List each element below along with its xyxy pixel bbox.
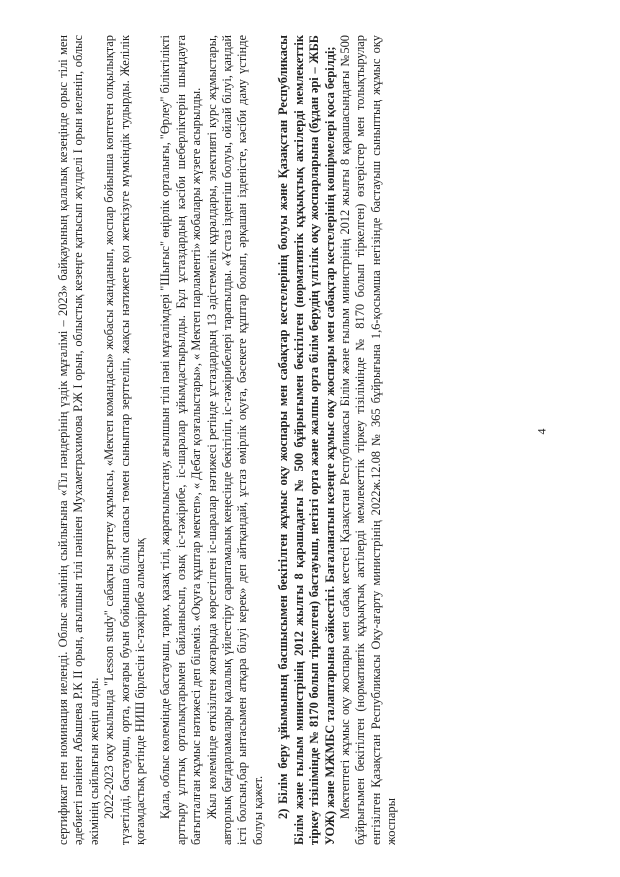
paragraph-awards: сертификат пен номинация иеленді. Облыс әкімінің сыйлығына «Тіл пәндерінің үздік мұғалімі – 2023» байқауының қалалық кезеңінде орыс тілі мен әдебиеті пәнінен Абышева Р.К ІІ орын, ағылшын тілі пәнінен Мухаметрахимова Р.Ж І орын, облыстық кезеңге қатысып жүлделі І орын иеленіп, облыс әкімінің сыйлығын жеңіп алды. bbox=[56, 35, 101, 845]
paragraph-lesson-study: 2022-2023 оқу жылында "Lesson study" сабақты зерттеу жұмысы, «Мектеп командасы» жобасы жанданып, жоспар бойынша көптеген олқылықтар түзетілді, бастауыш, орта, жоғары буын бойынша білім сапасы төмен сыныптар зерттеліп, жақсы нәтижеге қол жеткізуге мүмкіндік тудырды. Желілік қоғамдастық ретінде НИШ бірлесін іс-тәжірибе алмастық bbox=[102, 35, 148, 845]
page-number: 4 bbox=[534, 428, 549, 435]
paragraph-gap bbox=[148, 35, 158, 845]
paragraph-methodical-results: Жыл көлемінде өткізілген жоғарыда көрсетілген іс-шаралар нәтижесі ретінде ұстаздардың 13 әдістемелік құралдары, элективті курс жұмыстары, авторлық бағдарламалары қалалық үйлестіру сараптамалық кеңесінде бекітіліп, іс-тәжірибелері таратылды. «Ұстаз ізденгіш болуы, ойлай білуі, қандай істі болсын,бар ынтасымен атқара білуі керек» деп айтқандай, ұстаз өмірлік оқуға, бәсекеге құштар болып, әрқашан ізденісте, кәсіби даму үстінде болуы қажет. bbox=[204, 35, 265, 845]
section-heading-text: 2) Білім беру ұйымының басшысымен бекітілген жұмыс оқу жоспары мен сабақтар кестелерінің болуы және Қазақстан Республикасы Білім және ғылым министрінің 2012 жылғы 8 қарашадағы № 500 бұйрығымен бекітілген (нормативтік құқықтық актілерді мемлекеттік тіркеу тізілімінде № 8170 болып тіркелген) бастауыш, негізгі орта және жалпы орта білім берудің үлгілік оқу жоспарларына (бұдан әрі – ЖББ УОЖ) және МЖМБС талаптарына сәйкестігі. Бағаланатын кезеңге жұмыс оқу жоспары мен сабақтар кестелерінің көшірмелері қоса берілді; bbox=[276, 35, 337, 845]
paragraph-gap bbox=[266, 35, 276, 845]
section-heading-curriculum bbox=[276, 35, 338, 845]
rotated-page-content bbox=[56, 35, 576, 845]
paragraph-schedule: Мектептегі жұмыс оқу жоспары мен сабақ кестесі Қазақстан Республикасы Білім және ғылым министрінің 2012 жылғы 8 қарашасындағы №500 бұйрығымен бекітілген (нормативтік құқықтық актілерді мемлекеттік тіркеу тізілімінде № 8170 болып тіркелген) өзгерістер мен толықтырулар енгізілген Қазақстан Республикасы Оқу-ағарту министрінің 2022ж.12.08 № 365 бұйрығына 1,6-қосымша негізінде бастауыш сыныптың жұмыс оқу жоспары bbox=[337, 35, 399, 845]
paragraph-regional-centers: Қала, облыс көлемінде бастауыш, тарих, қазақ тілі, жаратылыстану, ағылшын тілі пәні мұғалімдері "Шығыс" өңірлік орталығы, "Өрлеу" біліктілікті арттыру ұлттық орталықтарымен байланысып, озық іс-тәжірибе, іс-шаралар ұйымдастырылды. Бұл ұстаздардың кәсіби шеберліктерін шыңдауға бағытталған жұмыс нәтижесі деп білеміз. «Оқуға құштар мектеп», « Дебат қозғалыстары», « Мектеп парламенті» жобалары жүзеге асырылды. bbox=[158, 35, 204, 845]
